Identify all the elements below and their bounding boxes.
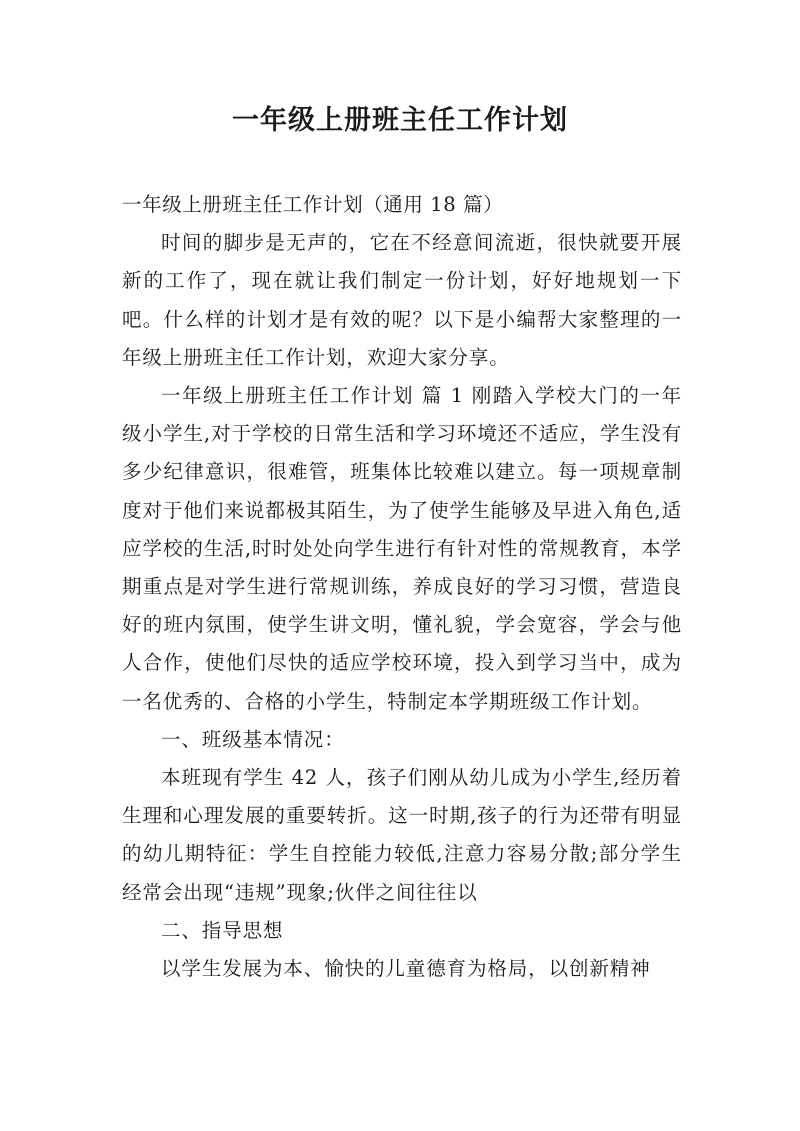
intro-paragraph: 时间的脚步是无声的，它在不经意间流逝，很快就要开展新的工作了，现在就让我们制定一份计划，好好地规划一下吧。什么样的计划才是有效的呢？以下是小编帮大家整理的一年级上册班主任工作计划，欢迎大家分享。 [122,231,682,369]
document-body [122,186,682,988]
section-heading-class-situation: 一、班级基本情况： [161,727,345,751]
document-subtitle: 一年级上册班主任工作计划（通用 18 篇） [122,193,504,216]
document-title: 一年级上册班主任工作计划 [232,105,568,136]
guiding-ideology-paragraph: 以学生发展为本、愉快的儿童德育为格局，以创新精神 [161,957,651,981]
section-heading-guiding-ideology: 二、指导思想 [161,918,284,942]
class-situation-paragraph: 本班现有学生 42 人，孩子们刚从幼儿成为小学生,经历着生理和心理发展的重要转折。这一时期,孩子的行为还带有明显的幼儿期特征：学生自控能力较低,注意力容易分散;部分学生经常会出现“违规”现象;伙伴之间往往以 [122,766,682,904]
article-1-paragraph: 一年级上册班主任工作计划 篇 1 刚踏入学校大门的一年级小学生,对于学校的日常生活和学习环境还不适应，学生没有多少纪律意识，很难管，班集体比较难以建立。每一项规章制度对于他们来说都极其陌生，为了使学生能够及早进入角色,适应学校的生活,时时处处向学生进行有针对性的常规教育，本学期重点是对学生进行常规训练，养成良好的学习习惯，营造良好的班内氛围，使学生讲文明，懂礼貌，学会宽容，学会与他人合作，使他们尽快的适应学校环境，投入到学习当中，成为一名优秀的、合格的小学生，特制定本学期班级工作计划。 [122,384,682,713]
